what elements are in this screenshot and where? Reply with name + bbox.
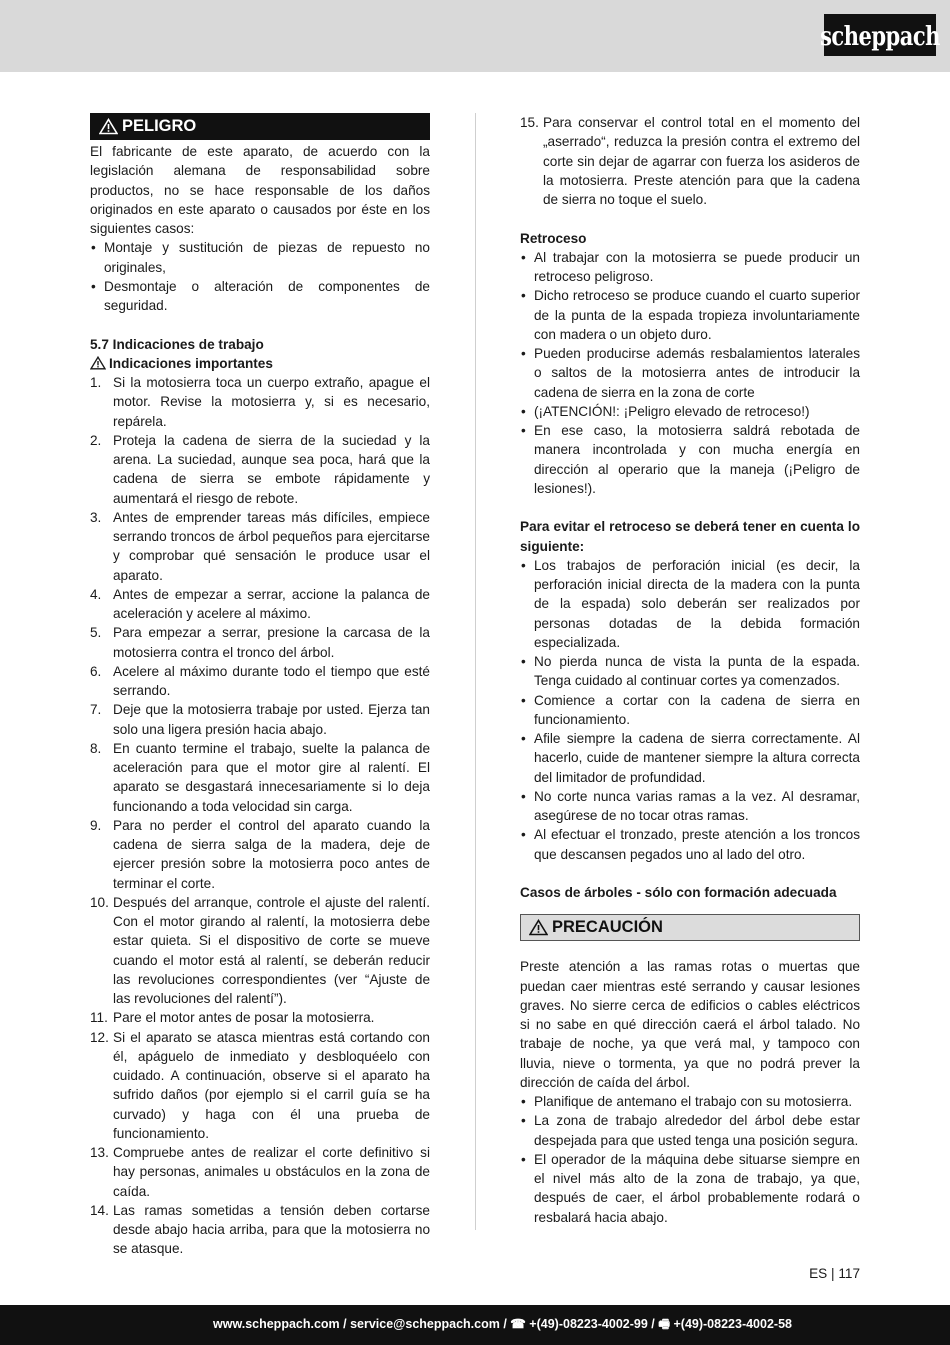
step-text: Después del arranque, controle el ajuste del ralentí. Con el motor girando al ralentí, la motosierra debe estar quieta. Si el dispositivo de corte se mueve cuando el motor está al ralentí, se deberán reducir las revoluciones correspondientes (ver “Ajuste de las revoluciones del ralentí”). xyxy=(113,894,430,1006)
step-number: 6. xyxy=(90,663,102,679)
warning-triangle-icon xyxy=(90,356,106,370)
step-number: 13. xyxy=(90,1145,109,1160)
step-number: 5. xyxy=(90,625,102,641)
step-text: Para no perder el control del aparato cuando la cadena de sierra salga de la madera, deje de ejercer presión sobre la motosierra poco antes de terminar el corte. xyxy=(113,817,430,891)
warning-triangle-icon xyxy=(99,118,118,135)
list-item: • Desmontaje o alteración de componentes de seguridad. xyxy=(90,277,430,316)
step-number: 2. xyxy=(90,432,102,448)
list-item: • El operador de la máquina debe situarse siempre en el nivel más alto de la zona de trabajo, ya que, después de caer, el árbol probablemente rodará o resbalará hacia abajo. xyxy=(520,1150,860,1227)
kickback-title: Retroceso xyxy=(520,230,587,246)
caution-list xyxy=(520,1092,860,1227)
step-text: Para conservar el control total en el momento del „aserrado“, reduzca la presión contra el extremo del corte sin dejar de agarrar con fuerza los asideros de la motosierra. Preste atención para que la cadena de sierra no toque el suelo. xyxy=(543,115,860,207)
step-text: Deje que la motosierra trabaje por usted. Ejerza tan solo una ligera presión hacia abajo. xyxy=(113,702,430,737)
step-number: 1. xyxy=(90,375,102,390)
step-number: 11. xyxy=(90,1010,108,1026)
step-number: 3. xyxy=(90,509,102,525)
trees-title: Casos de árboles - sólo con formación adecuada xyxy=(520,885,837,900)
list-item xyxy=(90,623,430,662)
list-item: • Comience a cortar con la cadena de sierra en funcionamiento. xyxy=(520,691,860,730)
subsection-title: Indicaciones importantes xyxy=(109,355,273,371)
subsection-heading xyxy=(90,354,430,373)
danger-list xyxy=(90,238,430,315)
step-number: 7. xyxy=(90,702,102,718)
step-text: Las ramas sometidas a tensión deben cortarse desde abajo hacia arriba, para que la motosierra no se atasque. xyxy=(113,1202,430,1257)
column-divider xyxy=(475,113,476,1230)
brand-name: scheppach xyxy=(820,19,940,51)
step-number: 12. xyxy=(90,1029,109,1045)
warning-triangle-icon xyxy=(529,919,548,936)
brand-logo xyxy=(820,14,940,56)
step-number: 4. xyxy=(90,586,102,602)
step-number: 10. xyxy=(90,894,109,910)
list-item: • Planifique de antemano el trabajo con su motosierra. xyxy=(520,1092,860,1111)
list-item xyxy=(90,700,430,739)
header-bar xyxy=(0,0,950,72)
avoid-kickback-list xyxy=(520,556,860,864)
list-item: • No corte nunca varias ramas a la vez. Al desramar, asegúrese de no tocar otras ramas. xyxy=(520,787,860,826)
page-number: ES | 117 xyxy=(809,1266,860,1281)
step-text: Antes de emprender tareas más difíciles, empiece serrando troncos de árbol pequeños para ejercitarse y comprobar qué sensación le produce usar el aparato. xyxy=(113,509,430,583)
step-number: 9. xyxy=(90,817,102,833)
list-item xyxy=(90,431,430,508)
list-item: • Los trabajos de perforación inicial (es decir, la perforación inicial directa de la madera con la punta de la espada) solo deberán ser realizados por personas dotadas de la debida formación especializada. xyxy=(520,556,860,652)
caution-title: PRECAUCIÓN xyxy=(552,918,663,937)
danger-text: El fabricante de este aparato, de acuerdo con la legislación alemana de responsabilidad sobre productos, no se hace responsable de los daños originados en este aparato o causados por éste en los siguientes casos: xyxy=(90,144,430,236)
work-steps-list xyxy=(90,373,430,1259)
step-text: Proteja la cadena de sierra de la suciedad y la arena. La suciedad, aunque sea poca, hará que la cadena de sierra se embote rápidamente y aumentará el riesgo de rebote. xyxy=(113,432,430,506)
list-item: • Afile siempre la cadena de sierra correctamente. Al hacerlo, cuide de mantener siempre la altura correcta del limitador de profundidad. xyxy=(520,729,860,787)
danger-title: PELIGRO xyxy=(122,116,197,135)
list-item xyxy=(520,113,860,209)
list-item xyxy=(90,508,430,585)
footer-contact: www.scheppach.com / service@scheppach.com / ☎ +(49)-08223-4002-99 / 🖷 +(49)-08223-4002-58 xyxy=(213,1316,792,1331)
step-text: Pare el motor antes de posar la motosierra. xyxy=(113,1010,375,1026)
list-item: • Al trabajar con la motosierra se puede producir un retroceso peligroso. xyxy=(520,248,860,287)
caution-box-header xyxy=(520,914,860,941)
footer-bar xyxy=(0,1305,950,1345)
list-item xyxy=(90,373,430,431)
step-text: Si el aparato se atasca mientras está cortando con él, apáguelo de inmediato y desbloquéelo con cuidado. A continuación, observe si el aparato ha sufrido daños (por ejemplo si el carril guía se ha curvado) y haga con él una prueba de funcionamiento. xyxy=(113,1029,430,1141)
list-item: • Montaje y sustitución de piezas de repuesto no originales, xyxy=(90,238,430,277)
list-item: • Pueden producirse además resbalamientos laterales o saltos de la motosierra antes de introducir la cadena de sierra en la zona de corte xyxy=(520,344,860,402)
list-item: • Dicho retroceso se produce cuando el cuarto superior de la punta de la espada tropieza involuntariamente con madera o un objeto duro. xyxy=(520,286,860,344)
list-item xyxy=(90,1201,430,1259)
left-column xyxy=(90,113,430,1259)
list-item xyxy=(90,1008,430,1027)
step-text: Si la motosierra toca un cuerpo extraño, apague el motor. Revise la motosierra y, si es necesario, repárela. xyxy=(113,375,430,429)
list-item xyxy=(90,816,430,893)
step-text: Acelere al máximo durante todo el tiempo que esté serrando. xyxy=(113,663,430,698)
work-steps-list-continued xyxy=(520,113,860,209)
step-number: 8. xyxy=(90,740,102,756)
list-item: • Al efectuar el tronzado, preste atención a los troncos que descansen pegados uno al lado del otro. xyxy=(520,825,860,864)
section-title: 5.7 Indicaciones de trabajo xyxy=(90,336,264,352)
list-item: • No pierda nunca de vista la punta de la espada. Tenga cuidado al continuar cortes ya comenzados. xyxy=(520,652,860,691)
right-column xyxy=(520,113,860,1227)
list-item xyxy=(90,662,430,701)
list-item xyxy=(90,585,430,624)
list-item: • La zona de trabajo alrededor del árbol debe estar despejada para que usted tenga una posición segura. xyxy=(520,1111,860,1150)
list-item xyxy=(90,1143,430,1201)
caution-text: Preste atención a las ramas rotas o muertas que puedan caer mientras esté serrando y causar lesiones graves. No sierre cerca de edificios o cables eléctricos si no sabe en qué dirección caerá el árbol talado. No trabaje de noche, ya que verá mal, y tampoco con lluvia, nieve o tormenta, ya que no podrá prever la dirección de caída del árbol. xyxy=(520,959,860,1090)
danger-box-header xyxy=(90,113,430,140)
step-text: En cuanto termine el trabajo, suelte la palanca de aceleración para que el motor gire al ralentí. El aparato se desgastará innecesariamente si lo deja funcionando a toda velocidad sin carga. xyxy=(113,740,430,814)
step-number: 14. xyxy=(90,1202,109,1218)
step-text: Antes de empezar a serrar, accione la palanca de aceleración y acelere al máximo. xyxy=(113,586,430,621)
list-item xyxy=(90,893,430,1009)
step-text: Para empezar a serrar, presione la carcasa de la motosierra contra el tronco del árbol. xyxy=(113,625,430,660)
list-item: • En ese caso, la motosierra saldrá rebotada de manera incontrolada y con mucha energía en dirección al operario que la maneja (¡Peligro de lesiones!). xyxy=(520,421,860,498)
list-item xyxy=(90,739,430,816)
kickback-list xyxy=(520,248,860,498)
avoid-kickback-title: Para evitar el retroceso se deberá tener en cuenta lo siguiente: xyxy=(520,519,860,554)
list-item: • (¡ATENCIÓN!: ¡Peligro elevado de retroceso!) xyxy=(520,402,860,421)
step-text: Compruebe antes de realizar el corte definitivo si hay personas, animales u obstáculos en la zona de caída. xyxy=(113,1145,430,1199)
step-number: 15. xyxy=(520,115,539,130)
list-item xyxy=(90,1028,430,1144)
